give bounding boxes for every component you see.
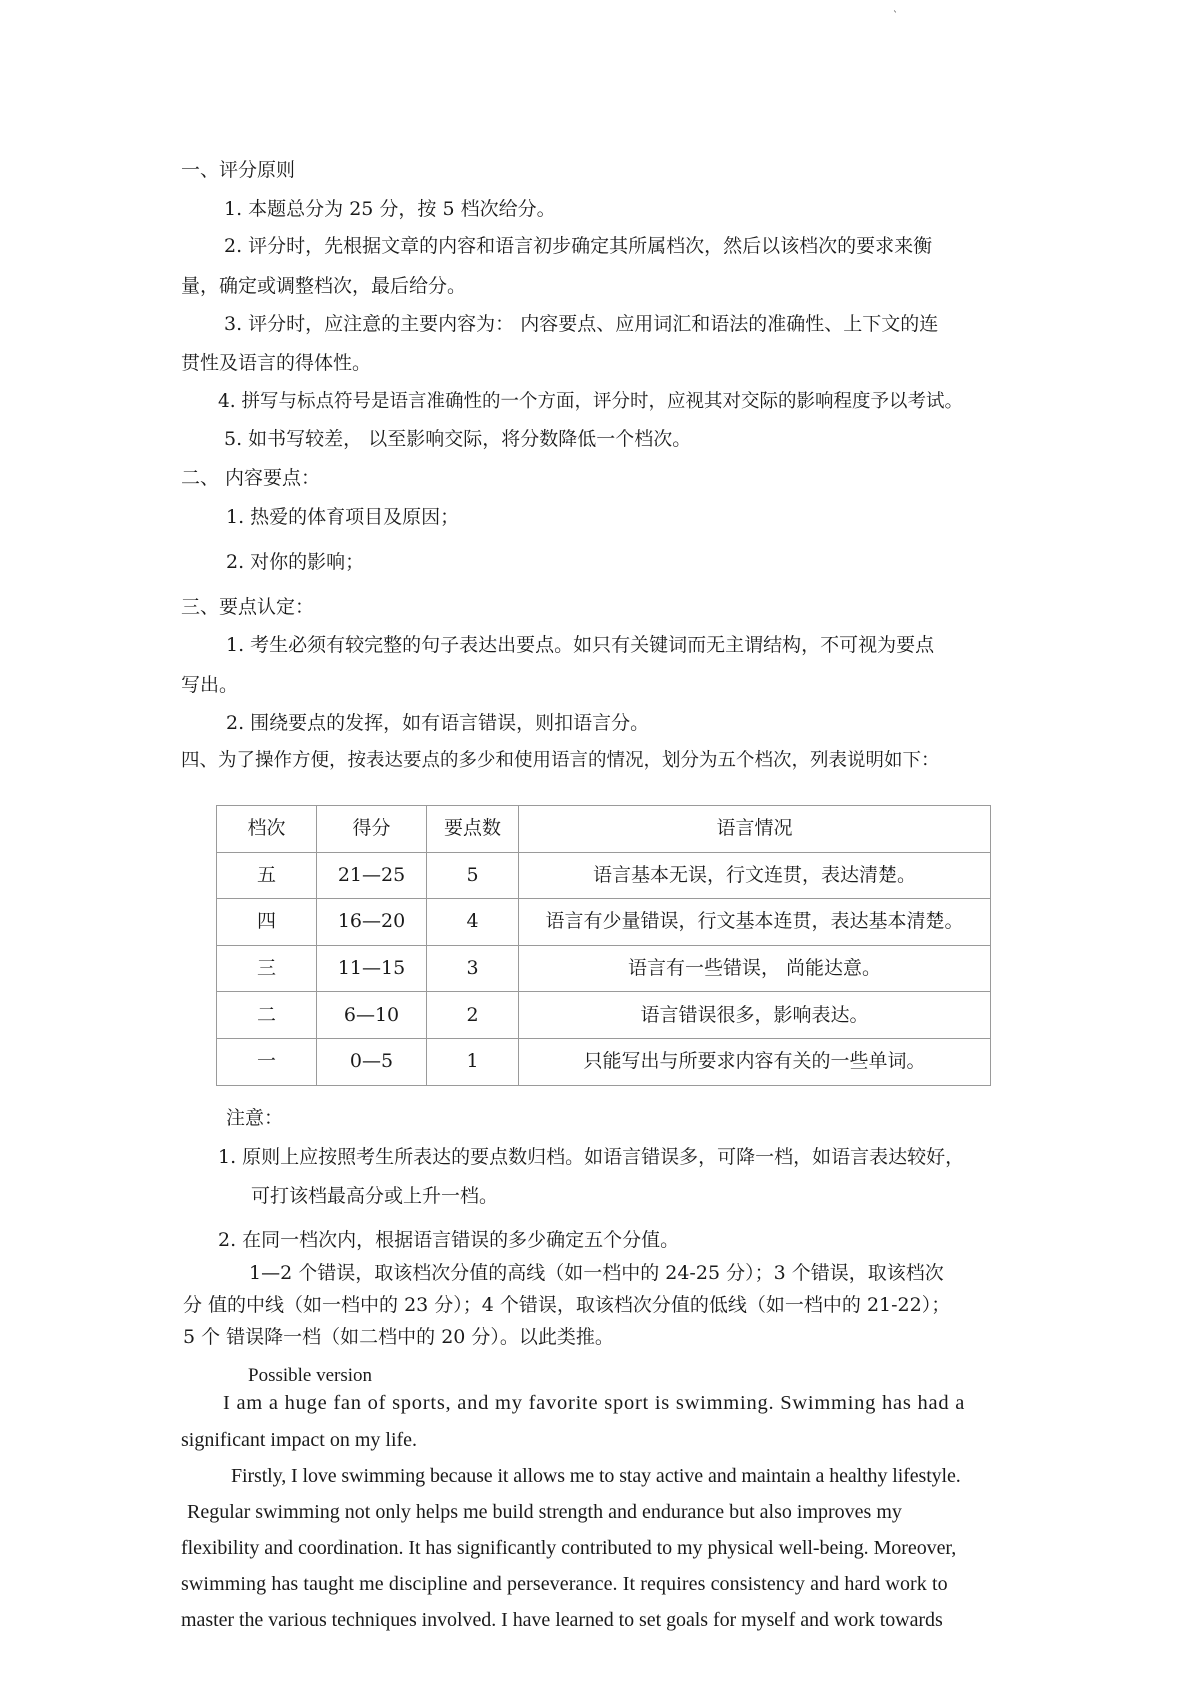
- section2-item-2: 2. 对你的影响；: [226, 551, 365, 573]
- scoring-table: [216, 805, 991, 1086]
- notes-line-6: 5 个 错误降一档（如二档中的 20 分）。以此类推。: [183, 1326, 614, 1348]
- table-cell-points: 3: [427, 945, 519, 992]
- table-cell-score: 0—5: [317, 1038, 427, 1085]
- section1-item-4: 4. 拼写与标点符号是语言准确性的一个方面，评分时，应视其对交际的影响程度予以考试。: [218, 391, 964, 412]
- table-row: [217, 945, 991, 992]
- essay-line-4: Regular swimming not only helps me build strength and endurance but also improves my: [187, 1501, 902, 1523]
- table-cell-language: 语言有少量错误，行文基本连贯，表达基本清楚。: [519, 899, 991, 946]
- table-cell-grade: 三: [217, 945, 317, 992]
- table-header-cell: 得分: [317, 806, 427, 853]
- corner-mark: `: [893, 11, 898, 22]
- notes-line-2: 可打该档最高分或上升一档。: [251, 1185, 499, 1207]
- table-row: [217, 1038, 991, 1085]
- table-cell-points: 1: [427, 1038, 519, 1085]
- table-row: [217, 899, 991, 946]
- table-cell-points: 2: [427, 992, 519, 1039]
- notes-line-5: 分 值的中线（如一档中的 23 分）；4 个错误，取该档次分值的低线（如一档中的 21-22）；: [183, 1294, 951, 1316]
- section4-heading: 四、为了操作方便，按表达要点的多少和使用语言的情况，划分为五个档次，列表说明如下：: [181, 750, 940, 771]
- table-cell-language: 语言有一些错误， 尚能达意。: [519, 945, 991, 992]
- table-header-cell: 要点数: [427, 806, 519, 853]
- section1-item-3-cont: 贯性及语言的得体性。: [181, 352, 372, 374]
- essay-line-6: swimming has taught me discipline and perseverance. It requires consistency and hard work to: [181, 1573, 948, 1595]
- essay-line-5: flexibility and coordination. It has significantly contributed to my physical well-being. Moreover,: [181, 1537, 957, 1559]
- essay-line-7: master the various techniques involved. I have learned to set goals for myself and work towards: [181, 1609, 943, 1631]
- essay-line-2: significant impact on my life.: [181, 1429, 418, 1451]
- table-cell-grade: 四: [217, 899, 317, 946]
- table-row: [217, 852, 991, 899]
- table-cell-score: 6—10: [317, 992, 427, 1039]
- table-header-cell: 档次: [217, 806, 317, 853]
- section3-item-1-cont: 写出。: [181, 674, 239, 696]
- notes-line-4: 1—2 个错误，取该档次分值的高线（如一档中的 24-25 分）；3 个错误，取该档次: [249, 1262, 944, 1284]
- table-cell-language: 只能写出与所要求内容有关的一些单词。: [519, 1038, 991, 1085]
- section1-item-2: 2. 评分时，先根据文章的内容和语言初步确定其所属档次，然后以该档次的要求来衡: [224, 235, 933, 257]
- section2-item-1: 1. 热爱的体育项目及原因；: [226, 506, 460, 528]
- section1-item-5: 5. 如书写较差， 以至影响交际，将分数降低一个档次。: [224, 428, 692, 450]
- essay-title: Possible version: [248, 1365, 373, 1386]
- table-row: [217, 992, 991, 1039]
- table-cell-language: 语言基本无误，行文连贯，表达清楚。: [519, 852, 991, 899]
- section1-item-3: 3. 评分时，应注意的主要内容为： 内容要点、应用词汇和语法的准确性、上下文的连: [224, 313, 939, 335]
- section1-item-1: 1. 本题总分为 25 分，按 5 档次给分。: [224, 198, 556, 220]
- notes-heading: 注意：: [226, 1107, 284, 1129]
- table-cell-grade: 五: [217, 852, 317, 899]
- table-cell-score: 21—25: [317, 852, 427, 899]
- section1-item-2-cont: 量，确定或调整档次，最后给分。: [181, 275, 467, 297]
- table-cell-points: 5: [427, 852, 519, 899]
- essay-line-1: I am a huge fan of sports, and my favorite sport is swimming. Swimming has had a: [223, 1392, 966, 1414]
- section3-heading: 三、要点认定：: [181, 596, 315, 618]
- table-cell-score: 16—20: [317, 899, 427, 946]
- notes-line-1: 1. 原则上应按照考生所表达的要点数归档。如语言错误多，可降一档，如语言表达较好，: [218, 1146, 965, 1168]
- section2-heading: 二、 内容要点：: [181, 467, 321, 489]
- section3-item-2: 2. 围绕要点的发挥，如有语言错误，则扣语言分。: [226, 712, 650, 734]
- section3-item-1: 1. 考生必须有较完整的句子表达出要点。如只有关键词而无主谓结构，不可视为要点: [226, 634, 935, 656]
- table-cell-score: 11—15: [317, 945, 427, 992]
- table-cell-points: 4: [427, 899, 519, 946]
- section1-heading: 一、评分原则: [181, 159, 296, 181]
- table-cell-language: 语言错误很多，影响表达。: [519, 992, 991, 1039]
- table-header-row: [217, 806, 991, 853]
- table-header-cell: 语言情况: [519, 806, 991, 853]
- essay-line-3: Firstly, I love swimming because it allows me to stay active and maintain a healthy lifestyle.: [231, 1465, 961, 1487]
- table-cell-grade: 二: [217, 992, 317, 1039]
- notes-line-3: 2. 在同一档次内，根据语言错误的多少确定五个分值。: [218, 1229, 680, 1251]
- table-cell-grade: 一: [217, 1038, 317, 1085]
